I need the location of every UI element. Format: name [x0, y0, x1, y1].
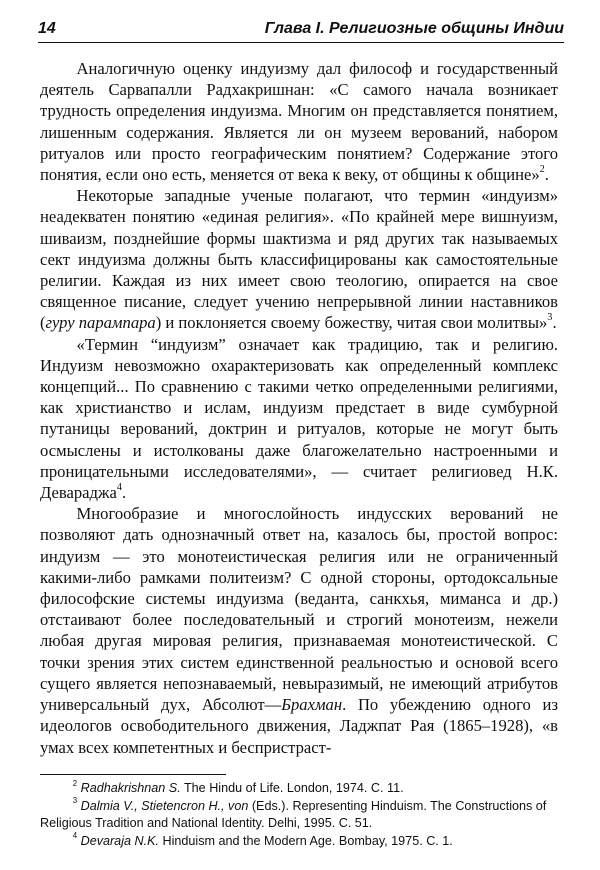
footnote-ref-3: 3 — [547, 312, 553, 324]
paragraph-2: Некоторые западные ученые полагают, что термин «индуизм» неадекватен понятию «единая религия». «По крайней мере вишнуизм, шиваизм, позднейшие формы шактизма и ряд других так называемых сект индуизма должны быть классифицированы как самостоятельные религии. Каждая из них имеет свою теологию, опирается на свое священное писание, следует учению непрерывной линии наставников (гуру парампара) и поклоняется своему божеству, читая свои молитвы»$^3$. — [40, 186, 558, 333]
footnote-rule — [40, 774, 226, 775]
footnotes — [40, 780, 560, 850]
footnote-marker: 3 — [72, 796, 78, 806]
paragraph-2-italic-term: гуру парампара — [45, 313, 156, 333]
footnote-2 — [40, 780, 560, 798]
footnote-marker: 4 — [72, 831, 78, 841]
footnote-author: Devaraja N.K. — [80, 833, 159, 848]
footnote-author: Radhakrishnan S. — [80, 781, 181, 795]
paragraph-1-text: Аналогичную оценку индуизму дал философ и государственный деятель Сарвапалли Радхакришнан: «С самого начала возникает трудность определения индуизма. Многим он представляется понятием, лишенным содержания. Является ли он музеем верований, набором ритуалов или просто географическим понятием? Содержание этого понятия, если оно есть, меняется от века к веку, от общины к общине» — [40, 59, 558, 185]
footnote-3 — [40, 798, 560, 833]
footnote-ref-2: 2 — [539, 163, 545, 175]
paragraph-4-text-start: Многообразие и многослойность индусских верований не позволяют дать однозначный ответ на, казалось бы, простой вопрос: индуизм — это монотеистическая религия или не ограниченный какими-либо рамками политеизм? С одной стороны, ортодоксальные философские системы индуизма (веданта, санкхья, миманса и др.) отстаивают более последовательный и строгий монотеизм, нежели любая другая мировая религия, признаваемая монотеистической. С точки зрения этих систем единственной реальностью и основой всего сущего является непознаваемый, невыразимый, не имеющий атрибутов универсальный дух, Абсолют— — [40, 504, 558, 715]
footnote-text: Hinduism and the Modern Age. Bombay, 1975. С. 1. — [159, 833, 453, 848]
footnote-4 — [40, 833, 560, 851]
chapter-title: Глава I. Религиозные общины Индии — [264, 20, 564, 37]
page-number: 14 — [38, 20, 56, 37]
paragraph-4-text-end: . По убеждению одного из идеологов освободительного движения, Ладжпат Рая (1865–1928), «в умах всех компетентных и беспристраст- — [40, 695, 558, 757]
paragraph-3-text: «Термин “индуизм” означает как традицию, так и религию. Индуизм невозможно охарактеризовать как определенный комплекс концепций... По сравнению с такими четко определенными религиями, как христианство и ислам, индуизм предстает в виде сумбурной путаницы верований, доктрин и ритуалов, которые не могут быть осмыслены и истолкованы даже благожелательно настроенными и проницательными исследователями», — считает религиовед Н.К. Девараджа — [40, 334, 558, 503]
paragraph-4 — [40, 503, 558, 757]
paragraph-2-text-end: ) и поклоняется своему божеству, читая свои молитвы» — [155, 313, 548, 333]
footnote-author: Dalmia V., Stietencron H., von — [80, 798, 249, 813]
body-text — [40, 58, 558, 758]
paragraph-3: «Термин “индуизм” означает как традицию, так и религию. Индуизм невозможно охарактеризовать как определенный комплекс концепций... По сравнению с такими четко определенными религиями, как христианство и ислам, индуизм предстает в виде сумбурной путаницы верований, доктрин и ритуалов, которые не могут быть осмыслены и истолкованы даже благожелательно настроенными и проницательными исследователями», — считает религиовед Н.К. Девараджа$^4$. — [40, 334, 558, 503]
paragraph-4-italic-term: Брахман — [281, 695, 343, 715]
header-rule — [38, 42, 564, 43]
footnote-text: (Eds.). Representing Hinduism. The Constructions of Religious Tradition and National Identity. Delhi, 1995. С. 51. — [40, 798, 547, 830]
footnote-marker: 2 — [72, 778, 78, 788]
footnote-ref-4: 4 — [116, 482, 122, 493]
paragraph-1: Аналогичную оценку индуизму дал философ и государственный деятель Сарвапалли Радхакришнан: «С самого начала возникает трудность определения индуизма. Многим он представляется понятием, лишенным содержания. Является ли он музеем верований, набором ритуалов или просто географическим понятием? Содержание этого понятия, если оно есть, меняется от века к веку, от общины к общине»$^2$. — [40, 59, 558, 185]
footnote-text: The Hindu of Life. London, 1974. С. 11. — [180, 781, 404, 795]
running-header — [38, 18, 564, 40]
paragraph-2-text-start: Некоторые западные ученые полагают, что термин «индуизм» неадекватен понятию «единая религия». «По крайней мере вишнуизм, шиваизм, позднейшие формы шактизма и ряд других так называемых сект индуизма должны быть классифицированы как самостоятельные религии. Каждая из них имеет свою теологию, опирается на свое священное писание, следует учению непрерывной линии наставников ( — [40, 186, 558, 333]
